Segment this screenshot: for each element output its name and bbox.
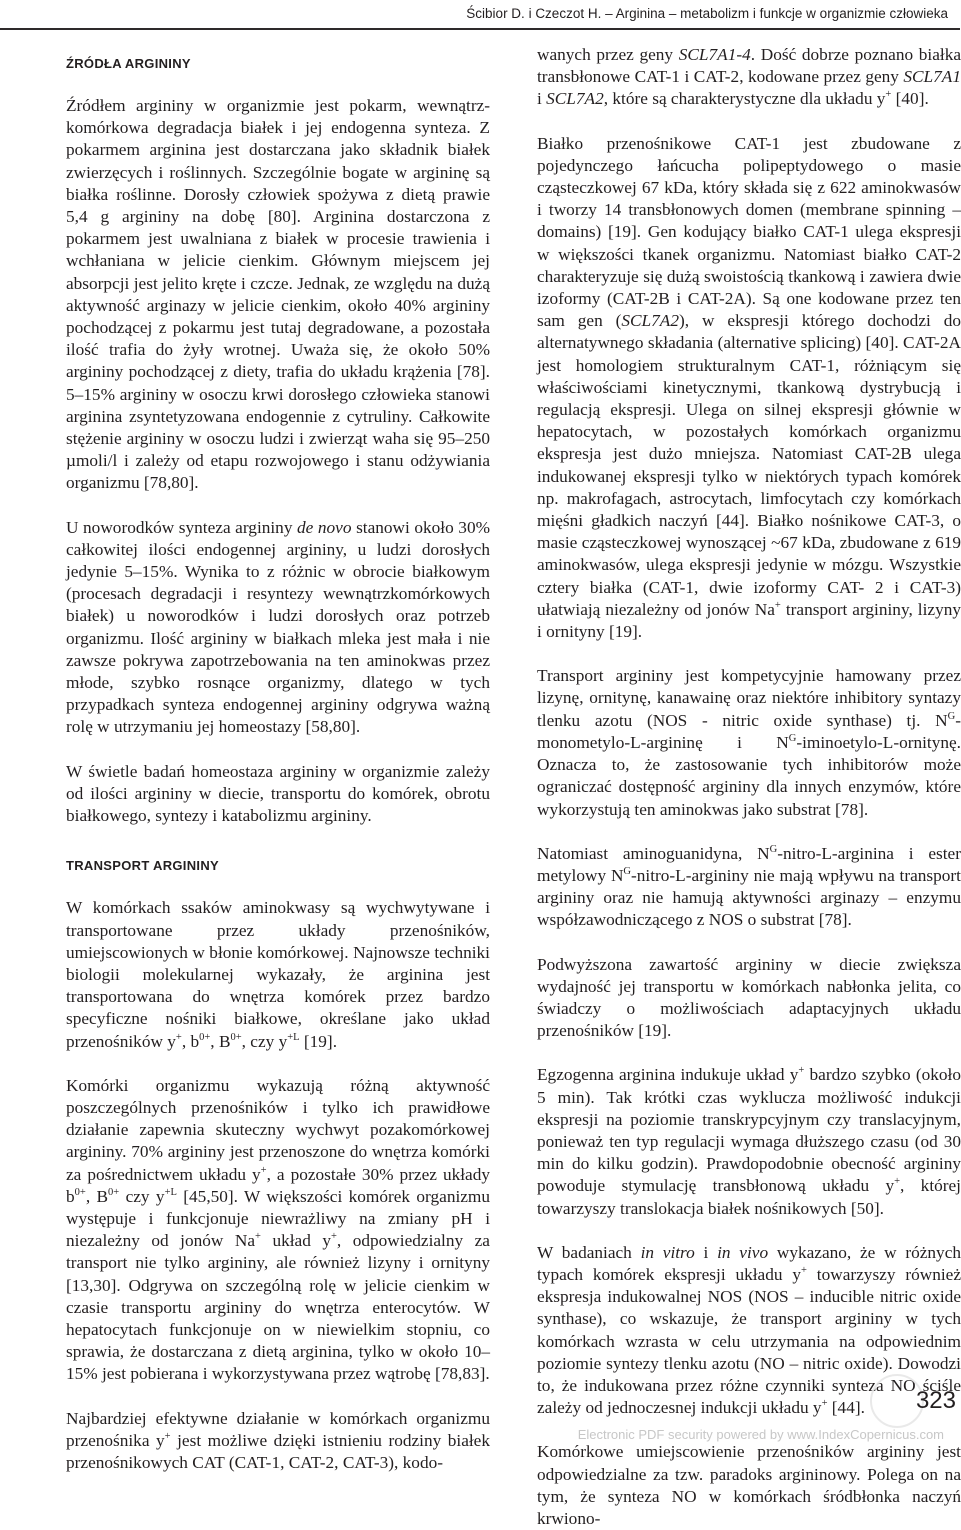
footer-security-note: Electronic PDF security powered by www.IndexCopernicus.com bbox=[577, 1427, 944, 1442]
paragraph: U noworodków synteza argininy de novo stanowi około 30% całkowitej ilości endogennej argininy, u ludzi dorosłych jedynie 5–15%. Wynika to z różnic w obrocie białkowym (procesach degradacji i resyntezy wewnątrzkomórkowych białek) u noworodków i ludzi dorosłych oraz potrzeb organizmu. Ilość argininy w białkach mleka jest mała i nie zawsze pokrywa zapotrzebowania na ten aminokwas przez młode, szybko rosnące organizmy, dlatego w tych przypadkach synteza endogennej argininy odgrywa ważną rolę w utrzymaniu jej homeostazy [58,80]. bbox=[66, 517, 490, 737]
paragraph: Komórkowe umiejscowienie przenośników argininy jest odpowiedzialne za tzw. paradoks argininowy. Polega on na tym, że synteza NO w komórkach śródbłonka naczyń krwiono- bbox=[537, 1442, 961, 1528]
paragraph: Białko przenośnikowe CAT-1 jest zbudowane z pojedynczego łańcucha polipeptydowego o masie cząsteczkowej 67 kDa, który składa się z 622 aminokwasów i tworzy 14 transbłonowych domen (membrane spinning – domains) [19]. Gen kodujący białko CAT-1 ulega ekspresji w większości tkanek organizmu. Natomiast białko CAT-2 charakteryzuje się dużą swoistością tkankową i zawiera dwie izoformy (CAT-2B i CAT-2A). Są one kodowane przez ten sam gen (SCL7A2), w ekspresji którego dochodzi do alternatywnego składania (alternative splicing) [40]. CAT-2A jest homologiem strukturalnym CAT-1, różniącym się właściwościami kinetycznymi, tkankową dystrybucją i regulacją ekspresji. Ulega on silnej ekspresji głównie w hepatocytach, w pozostałych komórkach organizmu ekspresja jest dużo mniejsza. Natomiast CAT-2B ulega indukowanej ekspresji tylko w niektórych typach komórek np. makrofagach, astrocytach, limfocytach czy komórkach mięśni gładkich naczyń [44]. Białko nośnikowe CAT-3, o masie cząsteczkowej wynoszącej ~67 kDa, zbudowane z 619 aminokwasów, ulega ekspresji jedynie w mózgu. Wszystkie cztery białka (CAT-1, dwie izoformy CAT- 2 i CAT-3) ułatwiają niezależny od jonów Na+ transport argininy, lizyny i ornityny [19]. bbox=[537, 133, 961, 642]
left-column bbox=[66, 55, 490, 1474]
right-column bbox=[537, 44, 961, 1530]
paragraph: Podwyższona zawartość argininy w diecie zwiększa wydajność jej transportu w komórkach nabłonka jelita, co świadczy o możliwościach adaptacyjnych układu przenośników [19]. bbox=[537, 954, 961, 1041]
section-heading-transport: TRANSPORT ARGININY bbox=[66, 858, 219, 874]
page-number: 323 bbox=[915, 1387, 956, 1414]
paragraph-continued: Najbardziej efektywne działanie w komórkach organizmu przenośnika y+ jest możliwe dzięki istnieniu rodziny białek przenośnikowych CAT (CAT-1, CAT-2, CAT-3), kodo- bbox=[66, 1408, 490, 1472]
paragraph: Źródłem argininy w organizmie jest pokarm, wewnątrz-komórkowa degradacja białek i jej endogenna synteza. Z pokarmem arginina jest dostarczana jako składnik białek zwierzęcych i roślinnych. Szczególnie bogate w argininę są białka roślinne. Dorosły człowiek spożywa z dietą prawie 5,4 g argininy na dobę [80]. Arginina dostarczona z pokarmem jest uwalniana z białek w procesie trawienia i wchłaniana w jelicie cienkim. Głównym miejscem jej absorpcji jest jelito kręte i czcze. Jednak, ze względu na dużą aktywność arginazy w jelicie cienkim, około 40% argininy pochodzącej z pokarmu jest tutaj degradowane, a pozostała ilość trafia do żyły wrotnej. Uważa się, że około 50% argininy pochodzącej z diety, trafia do układu krążenia [78]. 5–15% argininy w osoczu krwi dorosłego człowieka stanowi arginina zsyntetyzowana endogennie z cytruliny. Całkowite stężenie argininy w osoczu ludzi i zwierząt waha się 95–250 µmoli/l i zależy od etapu rozwojowego i stanu odżywiania organizmu [78,80]. bbox=[66, 96, 490, 493]
running-header: Ścibior D. i Czeczot H. – Arginina – metabolizm i funkcje w organizmie człowieka bbox=[466, 6, 948, 21]
paragraph: Egzogenna arginina indukuje układ y+ bardzo szybko (około 5 min). Tak krótki czas wyklucza możliwość indukcji ekspresji na poziomie transkrypcyjnym czy translacyjnym, ponieważ ten typ regulacji wymaga dłuższego czasu (od 30 min do kilku godzin). Prawdopodobnie obecność argininy powoduje stymulację transbłonową układu y+, której towarzyszy translokacja białek nośnikowych [50]. bbox=[537, 1065, 961, 1218]
paragraph: W komórkach ssaków aminokwasy są wychwytywane i transportowane przez układy przenośników, umiejscowionych w błonie komórkowej. Najnowsze techniki biologii molekularnej wykazały, że arginina jest transportowana do wnętrza komórek przez bardzo specyficzne nośniki białkowe, określane jako układ przenośników y+, $b^{0+}$, $B^{0+}$, czy $y^{+L}$ [19]. bbox=[66, 898, 490, 1051]
paragraph: Natomiast aminoguanidyna, $N^G-nitro-L$-arginina i ester metylowy $N^G-nitro-L$-argininy nie mają wpływu na transport argininy oraz nie hamują aktywności arginazy – enzymu współzawodniczącego z NOS o substrat [78]. bbox=[537, 843, 961, 930]
paragraph: W świetle badań homeostaza argininy w organizmie zależy od ilości argininy w diecie, transportu do komórek, obrotu białkowego, syntezy i katabolizmu argininy. bbox=[66, 761, 490, 826]
header-rule bbox=[0, 28, 960, 30]
section-heading-sources: ŹRÓDŁA ARGININY bbox=[66, 56, 191, 71]
paragraph: Transport argininy jest kompetycyjnie hamowany przez lizynę, ornitynę, kanawainę oraz niektóre inhibitory syntazy tlenku azotu (NOS - nitric oxide synthase) tj. $N^G-monometylo-L$-argininę i $N^G-iminoetylo-L$-ornitynę. Oznacza to, że zastosowanie tych inhibitorów może ograniczać dostępność argininy dla innych enzymów, które wykorzystują ten aminokwas jako substrat [78]. bbox=[537, 666, 961, 819]
paragraph-continuation: wanych przez geny SCL7A1-4. Dość dobrze poznano białka transbłonowe CAT-1 i CAT-2, kodowane przez geny SCL7A1 i SCL7A2, które są charakterystyczne dla układu y+ [40]. bbox=[537, 45, 961, 109]
paragraph: W badaniach in vitro i in vivo wykazano, że w różnych typach komórek ekspresji układu y+ towarzyszy również ekspresja indukowalnej NOS (NOS – inducible nitric oxide synthase), co wskazuje, że transport argininy w tych komórkach wzrasta w celu utrzymania na odpowiednim poziomie syntezy tlenku azotu (NO – nitric oxide). Dowodzi to, że indukowana przez różne czynniki synteza NO ściśle zależy od jednoczesnej indukcji układu y+ [44]. bbox=[537, 1242, 961, 1418]
paragraph: Komórki organizmu wykazują różną aktywność poszczególnych przenośników i tylko ich prawidłowe działanie zapewnia skuteczny wychwyt pozakomórkowej argininy. 70% argininy jest przenoszone do wnętrza komórki za pośrednictwem układu y+, a pozostałe 30% przez układy $b^{0+}$, $B^{0+}$ czy $y^{+L}$ [45,50]. W większości komórek organizmu występuje i funkcjonuje niewrażliwy na zmiany pH i niezależny od jonów Na+ układ y+, odpowiedzialny za transport nie tylko argininy, ale również lizyny i ornityny [13,30]. Odgrywa on szczególną rolę w jelicie cienkim w czasie transportu argininy do wnętrza enterocytów. W hepatocytach funkcjonuje on w niewielkim stopniu, co sprawia, że dostarczana z dietą arginina, tylko w około 10–15% jest pobierana i wykorzystywana przez wątrobę [78,83]. bbox=[66, 1075, 491, 1384]
